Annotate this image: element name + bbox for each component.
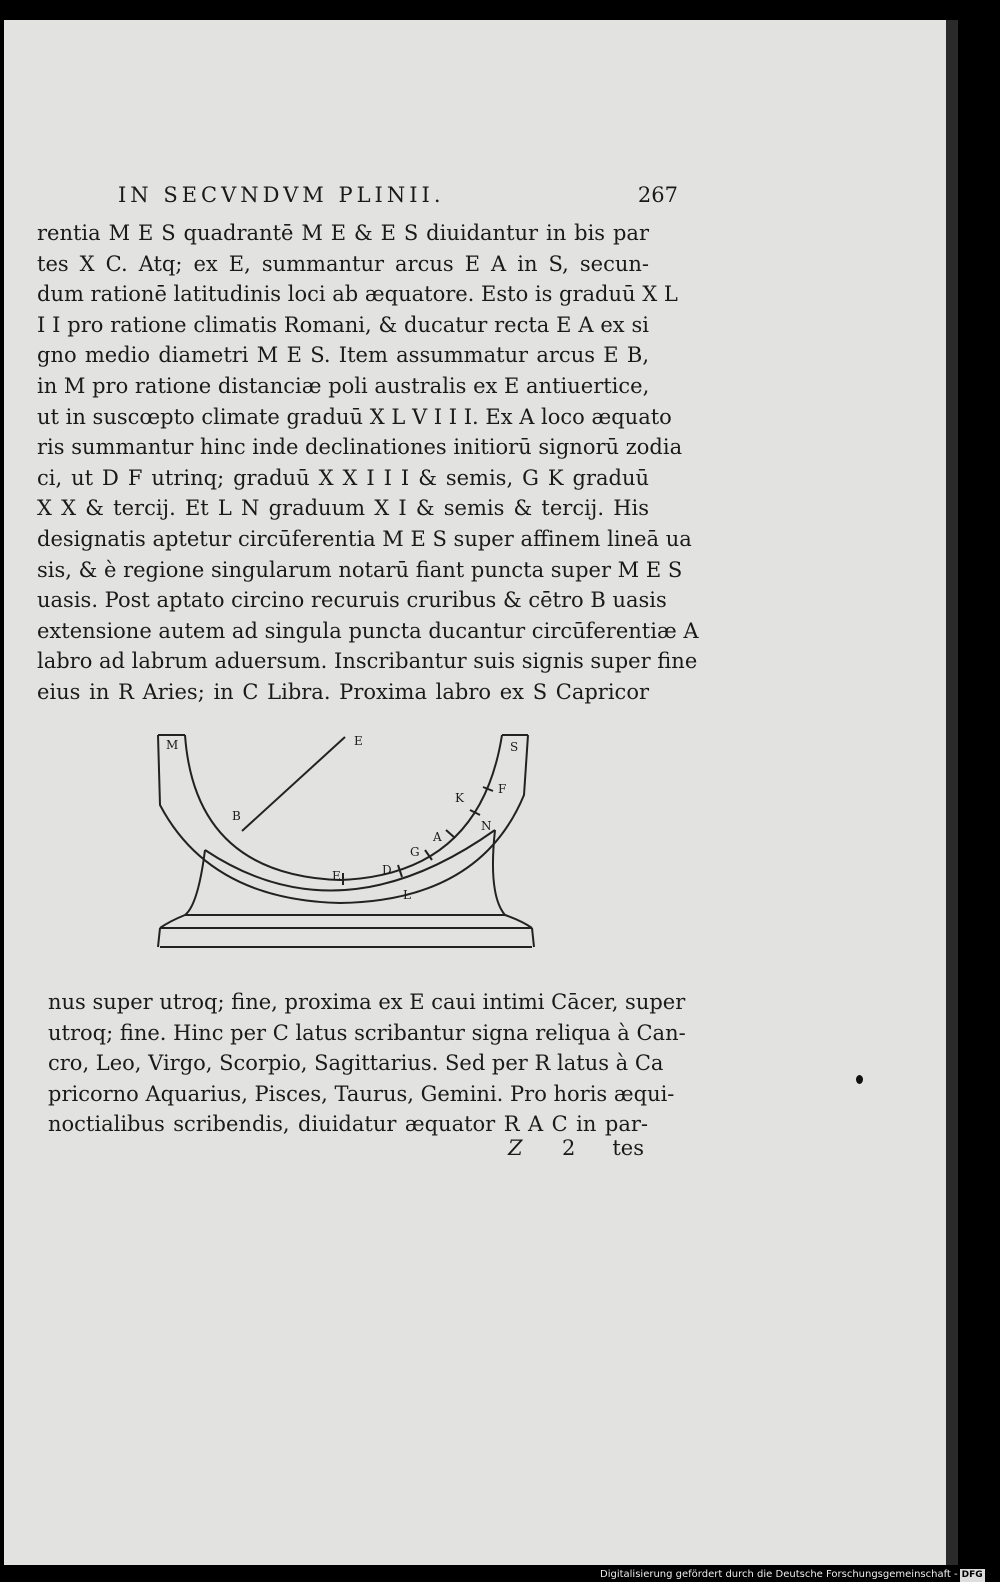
text-line: I I pro ratione climatis Romani, & ducatur recta E A ex si <box>37 312 649 337</box>
label-L: L <box>403 888 411 902</box>
footer-text: Digitalisierung gefördert durch die Deutsche Forschungsgemeinschaft - <box>600 1569 958 1580</box>
text-line: sis, & è regione singularum notarū fiant puncta super M E S <box>37 557 683 582</box>
text-line: nus super utroq; fine, proxima ex E caui intimi Cācer, super <box>48 990 686 1014</box>
text-line: ut in suscœpto climate graduū X L V I I I. Ex A loco æquato <box>37 404 672 429</box>
page-gutter <box>946 20 958 1565</box>
label-G: G <box>410 845 420 859</box>
label-S: S <box>510 740 519 754</box>
text-line: gno medio diametri M E S. Item assummatur arcus E B, <box>37 343 649 368</box>
label-M: M <box>166 738 179 752</box>
label-E-bottom: E <box>332 869 341 883</box>
text-line: rentia M E S quadrantē M E & E S diuidantur in bis par <box>37 221 649 245</box>
label-E-top: E <box>354 734 363 748</box>
text-line: in M pro ratione distanciæ poli australis ex E antiuertice, <box>37 373 650 398</box>
page-header <box>118 183 678 213</box>
label-N: N <box>481 819 492 833</box>
dfg-logo: DFG <box>961 1570 983 1580</box>
sundial-diagram <box>150 725 550 960</box>
ink-speck <box>856 1075 863 1084</box>
text-line: labro ad labrum aduersum. Inscribantur suis signis super fine <box>37 649 698 674</box>
text-line: X X & tercij. Et L N graduum X I & semis & tercij. His <box>37 496 649 521</box>
text-line: cro, Leo, Virgo, Scorpio, Sagittarius. Sed per R latus à Ca <box>48 1051 664 1076</box>
page-number: 267 <box>637 183 678 207</box>
label-A: A <box>433 830 442 844</box>
text-line: dum rationē latitudinis loci ab æquatore. Esto is graduū X L <box>37 282 678 307</box>
text-line: uasis. Post aptato circino recuruis cruribus & cētro B uasis <box>37 588 667 613</box>
signature-letter: Z <box>508 1136 523 1160</box>
running-head: IN SECVNDVM PLINII. <box>118 183 445 207</box>
text-line: ris summantur hinc inde declinationes initiorū signorū zodia <box>37 435 683 460</box>
text-block-lower <box>48 987 686 1140</box>
text-line: noctialibus scribendis, diuidatur æquator R A C in par- <box>48 1112 648 1137</box>
label-D: D <box>382 863 392 877</box>
catchword: tes <box>612 1136 644 1160</box>
text-line: eius in R Aries; in C Libra. Proxima labro ex S Capricor <box>37 679 649 704</box>
label-F: F <box>498 782 507 796</box>
text-line: pricorno Aquarius, Pisces, Taurus, Gemini. Pro horis æqui- <box>48 1081 675 1106</box>
digitization-footer <box>600 1568 1000 1581</box>
text-line: ci, ut D F utrinq; graduū X X I I I & semis, G K graduū <box>37 465 649 490</box>
text-block-upper <box>37 218 699 708</box>
text-line: tes X C. Atq; ex E, summantur arcus E A in S, secun- <box>37 251 649 276</box>
label-B: B <box>232 809 241 823</box>
text-line: utroq; fine. Hinc per C latus scribantur signa reliqua à Can- <box>48 1020 686 1045</box>
label-K: K <box>455 791 464 805</box>
text-line: extensione autem ad singula puncta ducantur circūferentiæ A <box>37 618 699 643</box>
signature-line <box>48 1136 648 1166</box>
text-line: designatis aptetur circūferentia M E S super affinem lineā ua <box>37 526 692 551</box>
signature-number: 2 <box>562 1136 576 1160</box>
